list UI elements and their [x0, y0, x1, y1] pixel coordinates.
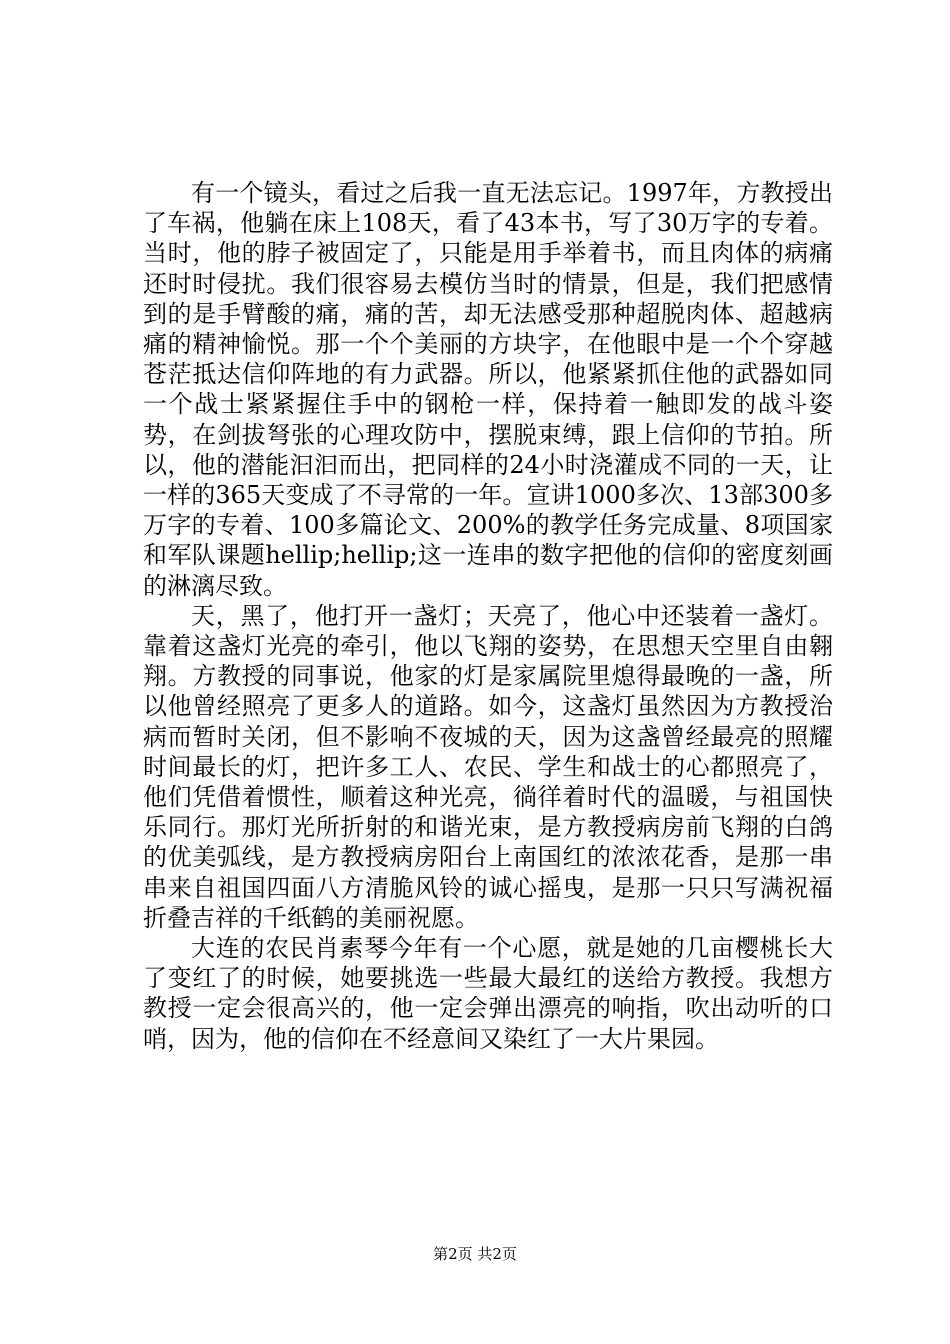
page-number: 第2页 共2页	[433, 1245, 517, 1263]
page-footer	[0, 1244, 950, 1264]
paragraph-3: 大连的农民肖素琴今年有一个心愿，就是她的几亩樱桃长大了变红了的时候，她要挑选一些最大最红的送给方教授。我想方教授一定会很高兴的，他一定会弹出漂亮的响指，吹出动听的口哨，因为，他的信仰在不经意间又染红了一大片果园。	[143, 934, 833, 1053]
paragraph-2: 天，黑了，他打开一盏灯；天亮了，他心中还装着一盏灯。靠着这盏灯光亮的牵引，他以飞翔的姿势，在思想天空里自由翱翔。方教授的同事说，他家的灯是家属院里熄得最晚的一盏，所以他曾经照亮了更多人的道路。如今，这盏灯虽然因为方教授治病而暂时关闭，但不影响不夜城的天，因为这盏曾经最亮的照耀时间最长的灯，把许多工人、农民、学生和战士的心都照亮了，他们凭借着惯性，顺着这种光亮，徜徉着时代的温暖，与祖国快乐同行。那灯光所折射的和谐光束，是方教授病房前飞翔的白鸽的优美弧线，是方教授病房阳台上南国红的浓浓花香，是那一串串来自祖国四面八方清脆风铃的诚心摇曳，是那一只只写满祝福折叠吉祥的千纸鹤的美丽祝愿。	[143, 601, 833, 932]
paragraph-1: 有一个镜头，看过之后我一直无法忘记。1997年，方教授出了车祸，他躺在床上108天，看了43本书，写了30万字的专着。当时，他的脖子被固定了，只能是用手举着书，而且肉体的病痛还时时侵扰。我们很容易去模仿当时的情景，但是，我们把感情到的是手臂酸的痛，痛的苦，却无法感受那种超脱肉体、超越病痛的精神愉悦。那一个个美丽的方块字，在他眼中是一个个穿越苍茫抵达信仰阵地的有力武器。所以，他紧紧抓住他的武器如同一个战士紧紧握住手中的钢枪一样，保持着一触即发的战斗姿势，在剑拔弩张的心理攻防中，摆脱束缚，跟上信仰的节拍。所以，他的潜能汩汩而出，把同样的24小时浇灌成不同的一天，让一样的365天变成了不寻常的一年。宣讲1000多次、13部300多万字的专着、100多篇论文、200%的教学任务完成量、8项国家和军队课题hellip;hellip;这一连串的数字把他的信仰的密度刻画的淋漓尽致。	[143, 179, 833, 600]
body-text	[143, 178, 833, 1054]
